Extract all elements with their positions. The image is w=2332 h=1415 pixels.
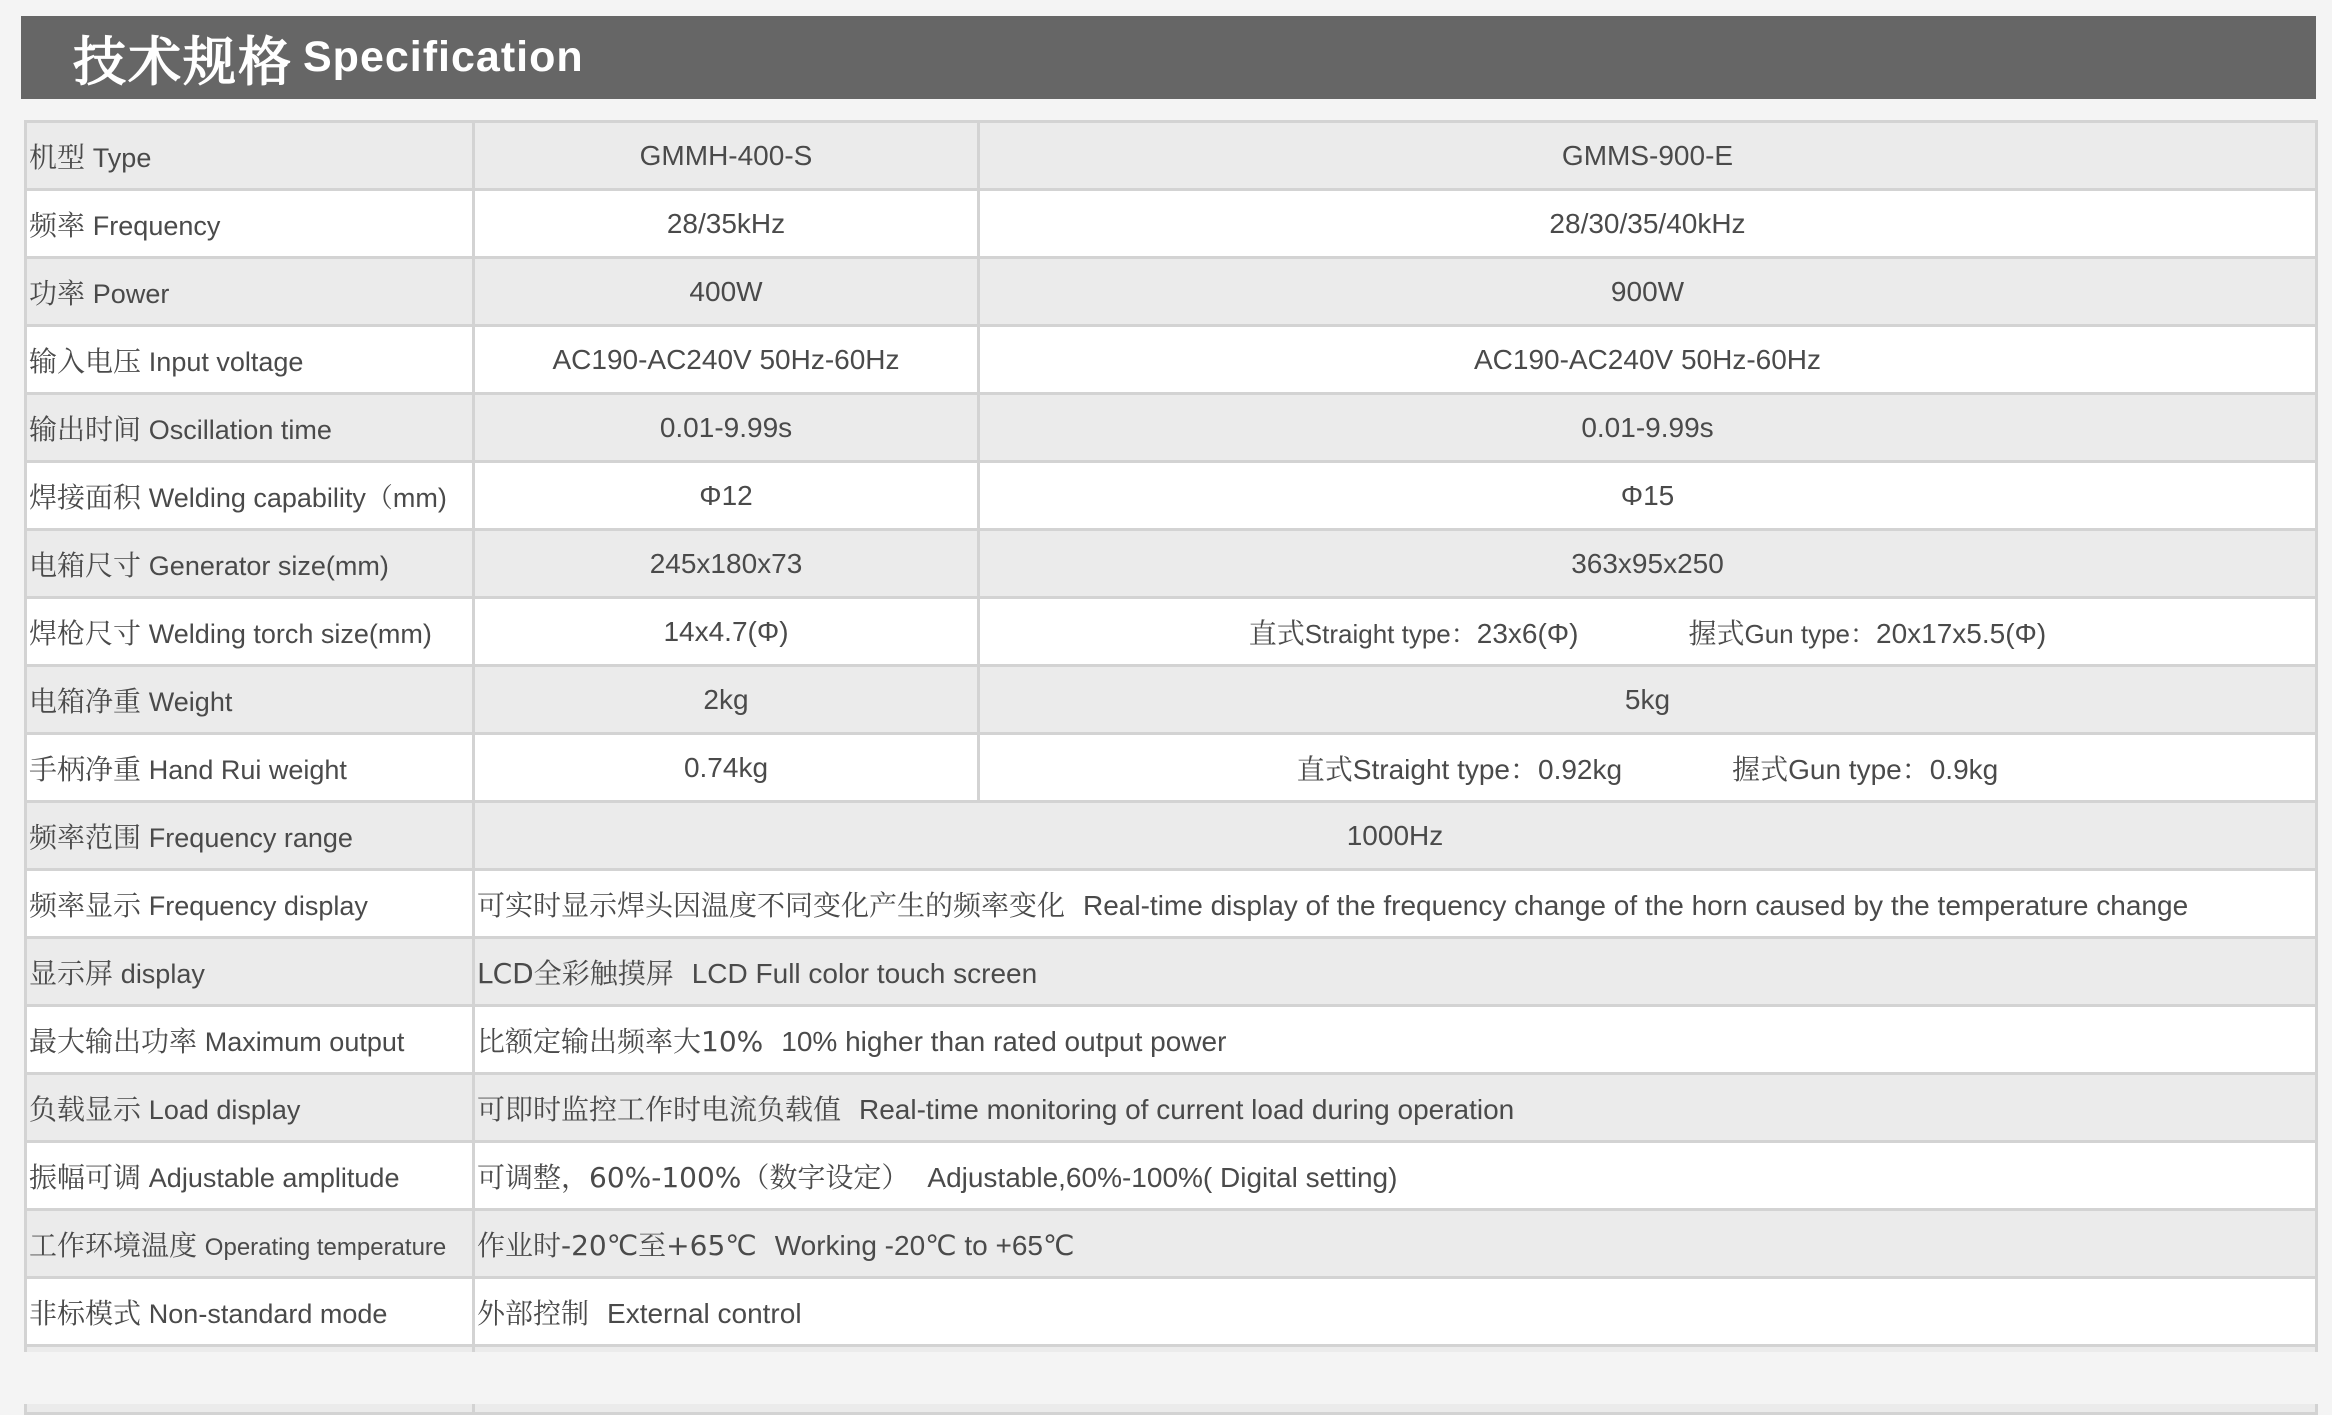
table-cell: 28/35kHz (474, 190, 979, 258)
table-cell: 245x180x73 (474, 530, 979, 598)
row-label: 振幅可调 Adjustable amplitude (26, 1142, 474, 1210)
spec-table (24, 120, 2318, 1415)
table-cell: 0.74kg (474, 734, 979, 802)
table-cell: 900W (979, 258, 2317, 326)
table-cell: 0.01-9.99s (979, 394, 2317, 462)
table-cell: 可即时监控工作时电流负载值 Real-time monitoring of current load during operation (474, 1074, 2317, 1142)
table-row (26, 1006, 2317, 1074)
table-cell: 直式Straight type：23x6(Φ) 握式Gun type：20x17x5.5(Φ) (979, 598, 2317, 666)
section-header (21, 16, 2316, 99)
table-cell: 直式Straight type：0.92kg 握式Gun type：0.9kg (979, 734, 2317, 802)
row-label: 输入电压 Input voltage (26, 326, 474, 394)
row-label: 电箱尺寸 Generator size(mm) (26, 530, 474, 598)
table-row (26, 190, 2317, 258)
table-row (26, 734, 2317, 802)
table-cell: 比额定输出频率大10% 10% higher than rated output power (474, 1006, 2317, 1074)
table-cell: 2kg (474, 666, 979, 734)
row-label: 手柄净重 Hand Rui weight (26, 734, 474, 802)
table-cell: 1000Hz (474, 802, 2317, 870)
table-cell: 可实时显示焊头因温度不同变化产生的频率变化 Real-time display of the frequency change of the horn caused by the temperature change (474, 870, 2317, 938)
table-row (26, 802, 2317, 870)
row-label: 负载显示 Load display (26, 1074, 474, 1142)
table-cell: AC190-AC240V 50Hz-60Hz (474, 326, 979, 394)
table-cell: LCD全彩触摸屏 LCD Full color touch screen (474, 938, 2317, 1006)
table-cell: 外部控制 External control (474, 1278, 2317, 1346)
table-cell: Φ12 (474, 462, 979, 530)
table-row (26, 530, 2317, 598)
table-cell: Φ15 (979, 462, 2317, 530)
table-row (26, 122, 2317, 190)
table-cell: GMMH-400-S (474, 122, 979, 190)
row-label: 焊接面积 Welding capability（mm) (26, 462, 474, 530)
table-cell: 0.01-9.99s (474, 394, 979, 462)
table-row (26, 1142, 2317, 1210)
row-label: 显示屏 display (26, 938, 474, 1006)
row-label: 非标模式 Non-standard mode (26, 1278, 474, 1346)
header-title-en: Specification (303, 33, 584, 81)
row-label: 功率 Power (26, 258, 474, 326)
row-label: 最大输出功率 Maximum output (26, 1006, 474, 1074)
table-row (26, 1210, 2317, 1278)
table-cell: AC190-AC240V 50Hz-60Hz (979, 326, 2317, 394)
table-cell: 5kg (979, 666, 2317, 734)
table-row (26, 870, 2317, 938)
bottom-margin (0, 1352, 2332, 1404)
table-cell: 28/30/35/40kHz (979, 190, 2317, 258)
table-cell: 可调整，60%-100%（数字设定） Adjustable,60%-100%( Digital setting) (474, 1142, 2317, 1210)
table-cell: 363x95x250 (979, 530, 2317, 598)
table-row (26, 394, 2317, 462)
table-cell: GMMS-900-E (979, 122, 2317, 190)
table-row (26, 1278, 2317, 1346)
table-cell: 14x4.7(Φ) (474, 598, 979, 666)
row-label: 输出时间 Oscillation time (26, 394, 474, 462)
row-label: 频率范围 Frequency range (26, 802, 474, 870)
table-row (26, 666, 2317, 734)
table-row (26, 1074, 2317, 1142)
row-label: 焊枪尺寸 Welding torch size(mm) (26, 598, 474, 666)
table-row (26, 598, 2317, 666)
row-label: 机型 Type (26, 122, 474, 190)
table-row (26, 326, 2317, 394)
row-label: 频率 Frequency (26, 190, 474, 258)
header-title-cn: 技术规格 (73, 31, 293, 93)
table-cell: 作业时-20℃至+65℃ Working -20℃ to +65℃ (474, 1210, 2317, 1278)
table-row (26, 258, 2317, 326)
table-row (26, 462, 2317, 530)
table-cell: 400W (474, 258, 979, 326)
table-row (26, 938, 2317, 1006)
row-label: 工作环境温度 Operating temperature (26, 1210, 474, 1278)
row-label: 频率显示 Frequency display (26, 870, 474, 938)
row-label: 电箱净重 Weight (26, 666, 474, 734)
